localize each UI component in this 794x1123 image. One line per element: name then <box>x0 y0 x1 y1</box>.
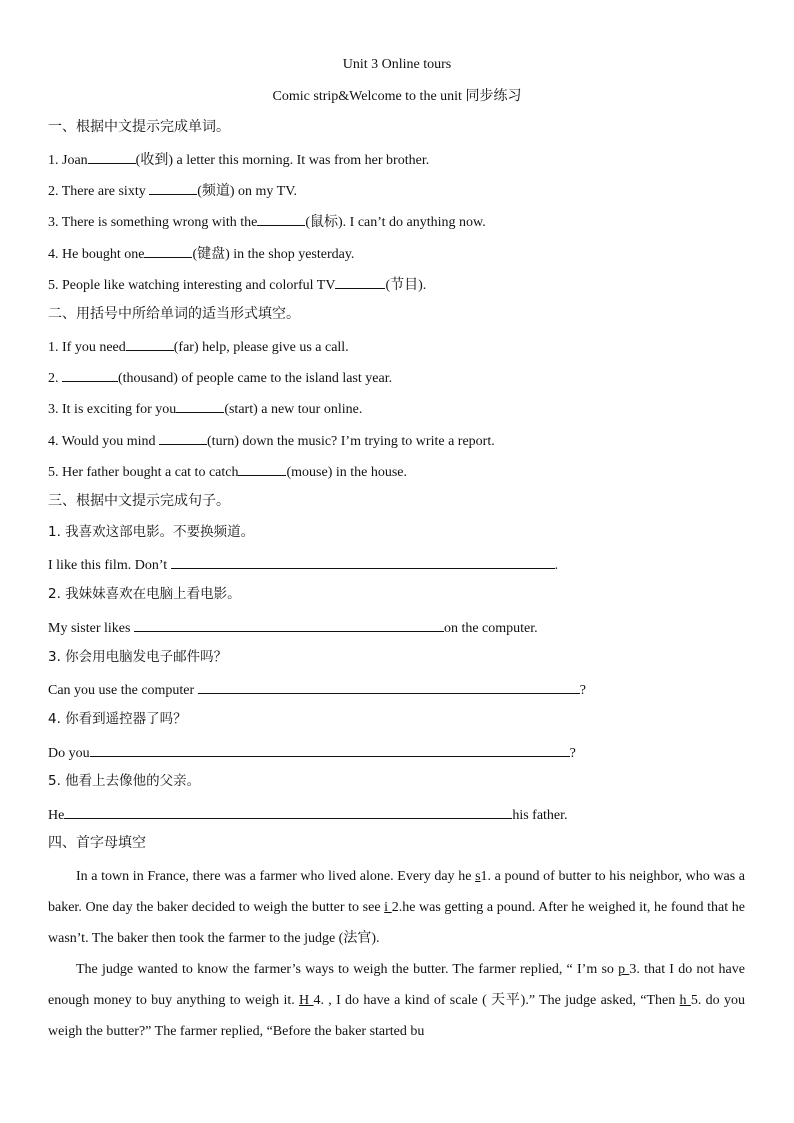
exercise-item <box>48 275 426 295</box>
passage-text: The judge wanted to know the farmer’s ways to weigh the butter. The farmer replied, “ I’m so <box>76 962 619 977</box>
exercise-item <box>48 244 354 264</box>
item-text-before: 3. It is exciting for you <box>48 402 177 417</box>
first-letter-hint: s <box>475 869 481 884</box>
item-text-after: (far) help, please give us a call. <box>173 340 349 355</box>
item-text-after: ? <box>579 683 586 698</box>
section-heading-4: 四、首字母填空 <box>48 835 146 851</box>
exercise-item <box>48 618 538 638</box>
answer-blank[interactable] <box>176 399 224 413</box>
item-text-before: 5. People like watching interesting and colorful TV <box>48 278 336 293</box>
answer-blank[interactable] <box>257 212 305 226</box>
exercise-item <box>48 805 568 825</box>
exercise-item <box>48 743 576 763</box>
exercise-item <box>48 555 558 575</box>
item-text-before: I like this film. Don’t <box>48 558 171 573</box>
passage-text: In a town in France, there was a farmer who lived alone. Every day he <box>76 869 476 884</box>
section-heading-3: 三、根据中文提示完成句子。 <box>48 493 230 509</box>
passage-text: 5. do you weigh the butter?” The farmer replied, “Before the baker started bu <box>48 993 745 1039</box>
exercise-item <box>48 399 362 419</box>
answer-blank[interactable] <box>335 275 385 289</box>
answer-blank[interactable] <box>159 431 207 445</box>
document-subtitle: Comic strip&Welcome to the unit 同步练习 <box>272 89 522 104</box>
exercise-item <box>48 680 586 700</box>
item-text-after: (turn) down the music? I’m trying to write a report. <box>207 434 495 449</box>
first-letter-hint: i <box>384 900 392 915</box>
item-text-before: He <box>48 808 65 823</box>
answer-blank[interactable] <box>88 150 136 164</box>
exercise-item <box>48 212 486 232</box>
item-text-before: Do you <box>48 746 90 761</box>
chinese-prompt: 3. 你会用电脑发电子邮件吗？ <box>48 649 228 665</box>
first-letter-hint: p <box>618 962 630 977</box>
answer-blank[interactable] <box>171 555 555 569</box>
answer-blank[interactable] <box>62 368 118 382</box>
item-text-after: (频道) on my TV. <box>197 184 298 199</box>
answer-blank[interactable] <box>64 805 512 819</box>
item-text-after: (收到) a letter this morning. It was from her brother. <box>135 153 430 168</box>
item-text-after: . <box>554 558 559 573</box>
answer-blank[interactable] <box>134 618 444 632</box>
answer-blank[interactable] <box>198 680 580 694</box>
exercise-item <box>48 431 495 451</box>
passage-text: 3. that I do not have enough money to buy anything to weigh it. <box>48 962 745 1008</box>
exercise-item <box>48 337 349 357</box>
passage-text: 2.he was getting a pound. After he weighed it, he found that he wasn’t. The baker then took the farmer to the judge (法官). <box>48 900 745 946</box>
item-text-after: on the computer. <box>443 621 538 636</box>
item-text-before: Can you use the computer <box>48 683 198 698</box>
exercise-item <box>48 462 407 482</box>
item-text-before: 4. Would you mind <box>48 434 160 449</box>
item-text-after: ? <box>569 746 576 761</box>
answer-blank[interactable] <box>126 337 174 351</box>
cloze-paragraph-2 <box>48 954 745 1047</box>
answer-blank[interactable] <box>90 743 570 757</box>
chinese-prompt: 5. 他看上去像他的父亲。 <box>48 773 201 789</box>
first-letter-hint: H <box>299 993 314 1008</box>
item-text-before: 4. He bought one <box>48 247 145 262</box>
item-text-after: (鼠标). I can’t do anything now. <box>305 215 486 230</box>
item-text-before: My sister likes <box>48 621 134 636</box>
item-text-after: (thousand) of people came to the island last year. <box>118 371 393 386</box>
section-heading-1: 一、根据中文提示完成单词。 <box>48 119 230 135</box>
item-text-before: 2. There are sixty <box>48 184 150 199</box>
exercise-item <box>48 368 392 388</box>
item-text-after: (start) a new tour online. <box>224 402 363 417</box>
first-letter-hint: h <box>679 993 691 1008</box>
item-text-before: 2. <box>48 371 62 386</box>
chinese-prompt: 1. 我喜欢这部电影。不要换频道。 <box>48 524 255 540</box>
answer-blank[interactable] <box>144 244 192 258</box>
section-heading-2: 二、用括号中所给单词的适当形式填空。 <box>48 306 300 322</box>
chinese-prompt: 4. 你看到遥控器了吗？ <box>48 711 187 727</box>
exercise-item <box>48 181 297 201</box>
cloze-paragraph-1 <box>48 861 745 954</box>
item-text-before: 1. Joan <box>48 153 88 168</box>
answer-blank[interactable] <box>238 462 286 476</box>
item-text-after: his father. <box>512 808 568 823</box>
item-text-before: 1. If you need <box>48 340 126 355</box>
exercise-item <box>48 150 429 170</box>
item-text-after: (键盘) in the shop yesterday. <box>192 247 355 262</box>
passage-text: 4. , I do have a kind of scale ( 天平).” The judge asked, “Then <box>313 993 680 1008</box>
passage-text: 1. a pound of butter to his neighbor, who was a baker. One day the baker decided to weigh the butter to see <box>48 869 746 915</box>
item-text-after: (mouse) in the house. <box>286 465 408 480</box>
item-text-before: 3. There is something wrong with the <box>48 215 258 230</box>
chinese-prompt: 2. 我妹妹喜欢在电脑上看电影。 <box>48 586 241 602</box>
document-title: Unit 3 Online tours <box>342 57 452 72</box>
item-text-after: (节目). <box>385 278 427 293</box>
answer-blank[interactable] <box>149 181 197 195</box>
item-text-before: 5. Her father bought a cat to catch <box>48 465 239 480</box>
